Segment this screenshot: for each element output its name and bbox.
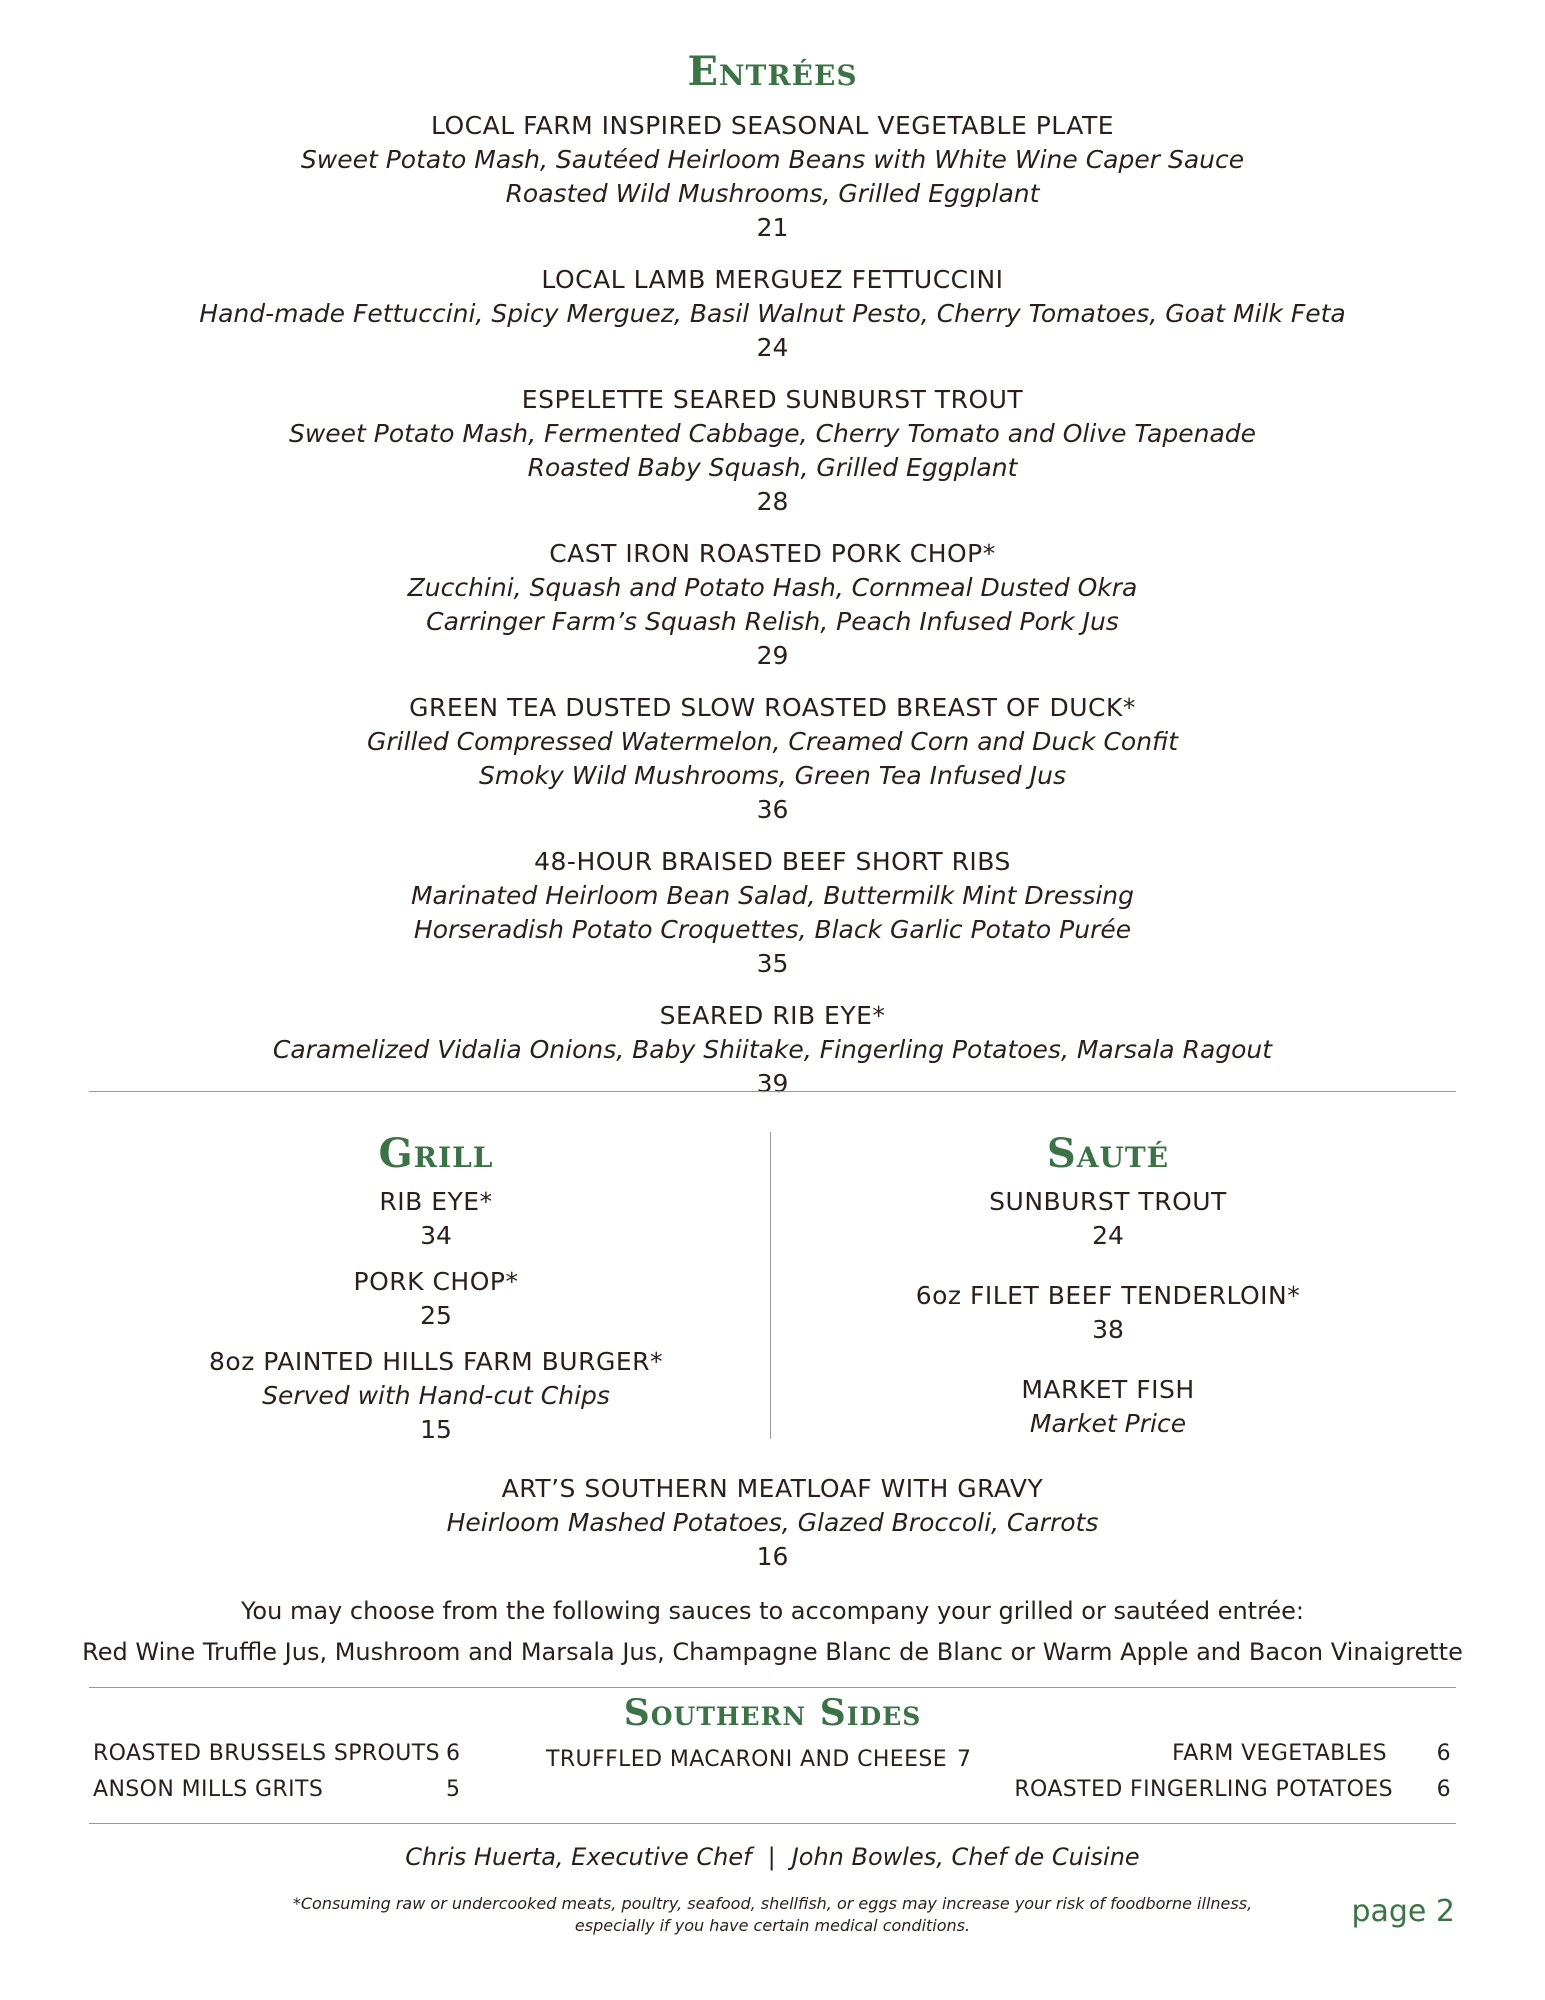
side-name: ANSON MILLS GRITS bbox=[93, 1777, 324, 1802]
side-item bbox=[93, 1777, 323, 1802]
grill-title: Grill bbox=[378, 1130, 494, 1177]
dish-name: ESPELETTE SEARED SUNBURST TROUT bbox=[521, 385, 1024, 414]
dish-description: Zucchini, Squash and Potato Hash, Cornmeal Dusted Okra bbox=[407, 573, 1138, 602]
grill-item bbox=[136, 1265, 736, 1333]
side-item bbox=[1172, 1741, 1387, 1766]
dish-description: Carringer Farm’s Squash Relish, Peach Infused Pork Jus bbox=[426, 607, 1119, 636]
dish-price: 35 bbox=[756, 949, 789, 978]
side-name: FARM VEGETABLES bbox=[1172, 1741, 1387, 1766]
dish-name: LOCAL LAMB MERGUEZ FETTUCCINI bbox=[541, 265, 1004, 294]
dish-description: Horseradish Potato Croquettes, Black Garlic Potato Purée bbox=[413, 915, 1132, 944]
side-price: 6 bbox=[446, 1741, 461, 1766]
chef-separator: | bbox=[767, 1843, 776, 1871]
dish-price: 39 bbox=[756, 1069, 789, 1098]
sides-section bbox=[0, 1692, 1545, 1734]
dish-description: Roasted Wild Mushrooms, Grilled Eggplant bbox=[505, 179, 1040, 208]
side-item bbox=[93, 1741, 440, 1766]
dish-price: 36 bbox=[756, 795, 789, 824]
section-divider bbox=[89, 1091, 1456, 1092]
dish-price: 29 bbox=[756, 641, 789, 670]
dish-name: 48-HOUR BRAISED BEEF SHORT RIBS bbox=[534, 847, 1011, 876]
entree-item bbox=[0, 383, 1545, 519]
sauces-list: Red Wine Truffle Jus, Mushroom and Marsala Jus, Champagne Blanc de Blanc or Warm Apple and Bacon Vinaigrette bbox=[82, 1638, 1463, 1666]
sauces-intro: You may choose from the following sauces to accompany your grilled or sautéed entrée: bbox=[240, 1597, 1305, 1625]
dish-description: Smoky Wild Mushrooms, Green Tea Infused Jus bbox=[479, 761, 1066, 790]
section-divider bbox=[89, 1823, 1456, 1824]
dish-price: 16 bbox=[756, 1542, 789, 1571]
sides-title: Southern Sides bbox=[623, 1692, 922, 1734]
side-price: 5 bbox=[446, 1777, 461, 1802]
dish-description: Sweet Potato Mash, Fermented Cabbage, Cherry Tomato and Olive Tapenade bbox=[288, 419, 1257, 448]
entrees-title: Entrées bbox=[687, 48, 858, 95]
side-price: 6 bbox=[1436, 1777, 1451, 1802]
column-divider bbox=[770, 1132, 771, 1439]
side-item bbox=[546, 1747, 947, 1772]
entrees-section bbox=[0, 48, 1545, 1119]
dish-description: Grilled Compressed Watermelon, Creamed Corn and Duck Confit bbox=[366, 727, 1178, 756]
dish-description: Marinated Heirloom Bean Salad, Buttermilk Mint Dressing bbox=[410, 881, 1135, 910]
dish-name: ART’S SOUTHERN MEATLOAF WITH GRAVY bbox=[501, 1474, 1044, 1503]
dish-description: Caramelized Vidalia Onions, Baby Shiitake, Fingerling Potatoes, Marsala Ragout bbox=[272, 1035, 1273, 1064]
dish-price: 21 bbox=[756, 213, 789, 242]
dish-price: 25 bbox=[420, 1301, 452, 1330]
side-price: 7 bbox=[957, 1747, 972, 1772]
dish-description: Served with Hand-cut Chips bbox=[262, 1381, 610, 1410]
entree-item bbox=[0, 691, 1545, 827]
dish-description: Market Price bbox=[1029, 1409, 1187, 1438]
dish-description: Roasted Baby Squash, Grilled Eggplant bbox=[527, 453, 1018, 482]
section-divider bbox=[89, 1687, 1456, 1688]
grill-item bbox=[136, 1185, 736, 1253]
dish-name: 6oz FILET BEEF TENDERLOIN* bbox=[915, 1281, 1301, 1310]
food-safety-disclaimer bbox=[0, 1893, 1545, 1937]
dish-price: 15 bbox=[420, 1415, 452, 1444]
chef-de-cuisine: John Bowles, Chef de Cuisine bbox=[791, 1843, 1140, 1871]
side-name: ROASTED FINGERLING POTATOES bbox=[1014, 1777, 1393, 1802]
dish-price: 28 bbox=[756, 487, 789, 516]
executive-chef: Chris Huerta, Executive Chef bbox=[405, 1843, 752, 1871]
entree-item bbox=[0, 845, 1545, 981]
dish-name: RIB EYE* bbox=[379, 1187, 493, 1216]
dish-name: SEARED RIB EYE* bbox=[659, 1001, 886, 1030]
side-name: ROASTED BRUSSELS SPROUTS bbox=[93, 1741, 440, 1766]
chef-credits bbox=[0, 1843, 1545, 1871]
dish-name: 8oz PAINTED HILLS FARM BURGER* bbox=[209, 1347, 663, 1376]
dish-name: LOCAL FARM INSPIRED SEASONAL VEGETABLE PLATE bbox=[430, 111, 1115, 140]
dish-description: Hand-made Fettuccini, Spicy Merguez, Basil Walnut Pesto, Cherry Tomatoes, Goat Milk Feta bbox=[199, 299, 1346, 328]
dish-price: 38 bbox=[1092, 1315, 1124, 1344]
saute-title: Sauté bbox=[1046, 1130, 1170, 1177]
entree-item bbox=[0, 109, 1545, 245]
page-number: page 2 bbox=[1351, 1894, 1455, 1929]
grill-item bbox=[136, 1345, 736, 1447]
entree-item bbox=[0, 999, 1545, 1101]
sauces-note bbox=[0, 1591, 1545, 1673]
entree-item bbox=[0, 537, 1545, 673]
side-name: TRUFFLED MACARONI AND CHEESE bbox=[546, 1747, 948, 1772]
dish-description: Sweet Potato Mash, Sautéed Heirloom Beans with White Wine Caper Sauce bbox=[300, 145, 1245, 174]
saute-section bbox=[808, 1130, 1408, 1453]
grill-section bbox=[136, 1130, 736, 1459]
dish-price: 24 bbox=[1092, 1221, 1124, 1250]
dish-description: Heirloom Mashed Potatoes, Glazed Broccoli, Carrots bbox=[446, 1508, 1099, 1537]
dish-price: 24 bbox=[756, 333, 789, 362]
disclaimer-line: especially if you have certain medical conditions. bbox=[574, 1916, 971, 1935]
dish-price: 34 bbox=[420, 1221, 452, 1250]
saute-item bbox=[808, 1185, 1408, 1253]
side-price: 6 bbox=[1436, 1741, 1451, 1766]
dish-name: PORK CHOP* bbox=[353, 1267, 519, 1296]
dish-name: CAST IRON ROASTED PORK CHOP* bbox=[549, 539, 996, 568]
side-item bbox=[1014, 1777, 1393, 1802]
entree-item bbox=[0, 263, 1545, 365]
dish-name: GREEN TEA DUSTED SLOW ROASTED BREAST OF DUCK* bbox=[409, 693, 1136, 722]
disclaimer-line: *Consuming raw or undercooked meats, poultry, seafood, shellfish, or eggs may increase your risk of foodborne illness, bbox=[292, 1894, 1253, 1913]
dish-name: MARKET FISH bbox=[1021, 1375, 1195, 1404]
dish-name: SUNBURST TROUT bbox=[989, 1187, 1227, 1216]
saute-item bbox=[808, 1279, 1408, 1347]
saute-item bbox=[808, 1373, 1408, 1441]
meatloaf-item bbox=[0, 1472, 1545, 1574]
